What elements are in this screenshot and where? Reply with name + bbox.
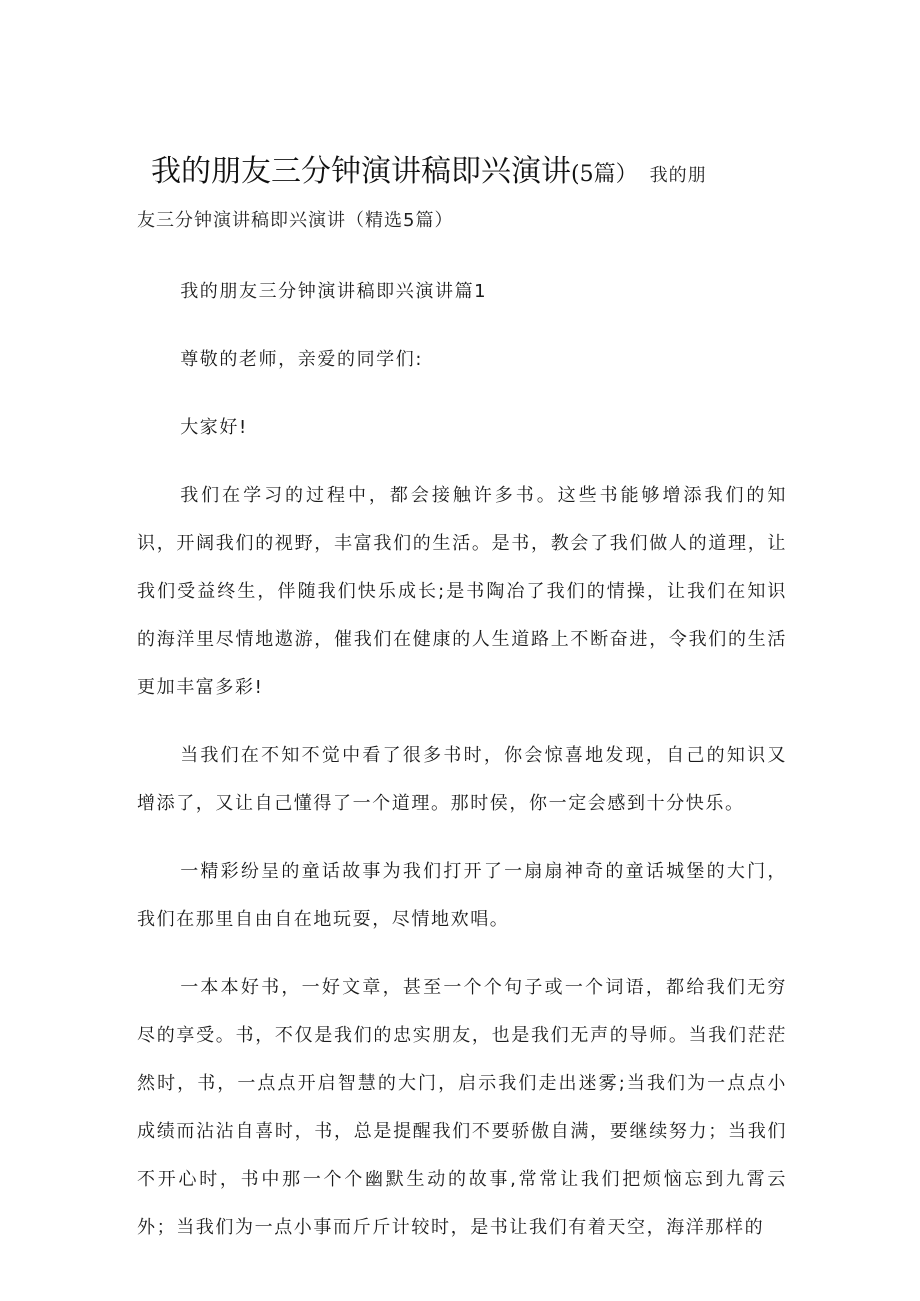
greeting: 大家好! [180, 417, 248, 438]
title-line [137, 148, 787, 200]
document-title [137, 148, 787, 236]
paragraph: 一本本好书，一好文章，甚至一个个句子或一个词语，都给我们无穷尽的享受。书，不仅是我们的忠实朋友，也是我们无声的导师。当我们茫茫然时，书，一点点开启智慧的大门，启示我们走出迷雾;当我们为一点点小成绩而沾沾自喜时，书，总是提醒我们不要骄傲自满，要继续努力；当我们不开心时，书中那一个个幽默生动的故事,常常让我们把烦恼忘到九霄云外；当我们为一点小事而斤斤计较时，是书让我们有着天空，海洋那样的 [137, 977, 787, 1238]
paragraph: 我们在学习的过程中，都会接触许多书。这些书能够增添我们的知识，开阔我们的视野，丰富我们的生活。是书，教会了我们做人的道理，让我们受益终生，伴随我们快乐成长;是书陶冶了我们的情操，让我们在知识的海洋里尽情地遨游，催我们在健康的人生道路上不断奋进，令我们的生活更加丰富多彩! [137, 485, 787, 698]
subtitle-rest: 友三分钟演讲稿即兴演讲（精选5篇） [137, 210, 454, 231]
title-paren: (5篇） [571, 162, 638, 187]
document-body [137, 268, 787, 1272]
paragraph: 当我们在不知不觉中看了很多书时，你会惊喜地发现，自己的知识又增添了，又让自己懂得了一个道理。那时侯，你一定会感到十分快乐。 [137, 745, 787, 814]
section-heading: 我的朋友三分钟演讲稿即兴演讲篇1 [180, 281, 488, 302]
salutation: 尊敬的老师，亲爱的同学们: [180, 349, 424, 370]
title-main: 我的朋友三分钟演讲稿即兴演讲 [151, 154, 571, 189]
subtitle-inline: 我的朋 [649, 165, 707, 186]
paragraph: 一精彩纷呈的童话故事为我们打开了一扇扇神奇的童话城堡的大门，我们在那里自由自在地玩耍，尽情地欢唱。 [137, 861, 787, 930]
